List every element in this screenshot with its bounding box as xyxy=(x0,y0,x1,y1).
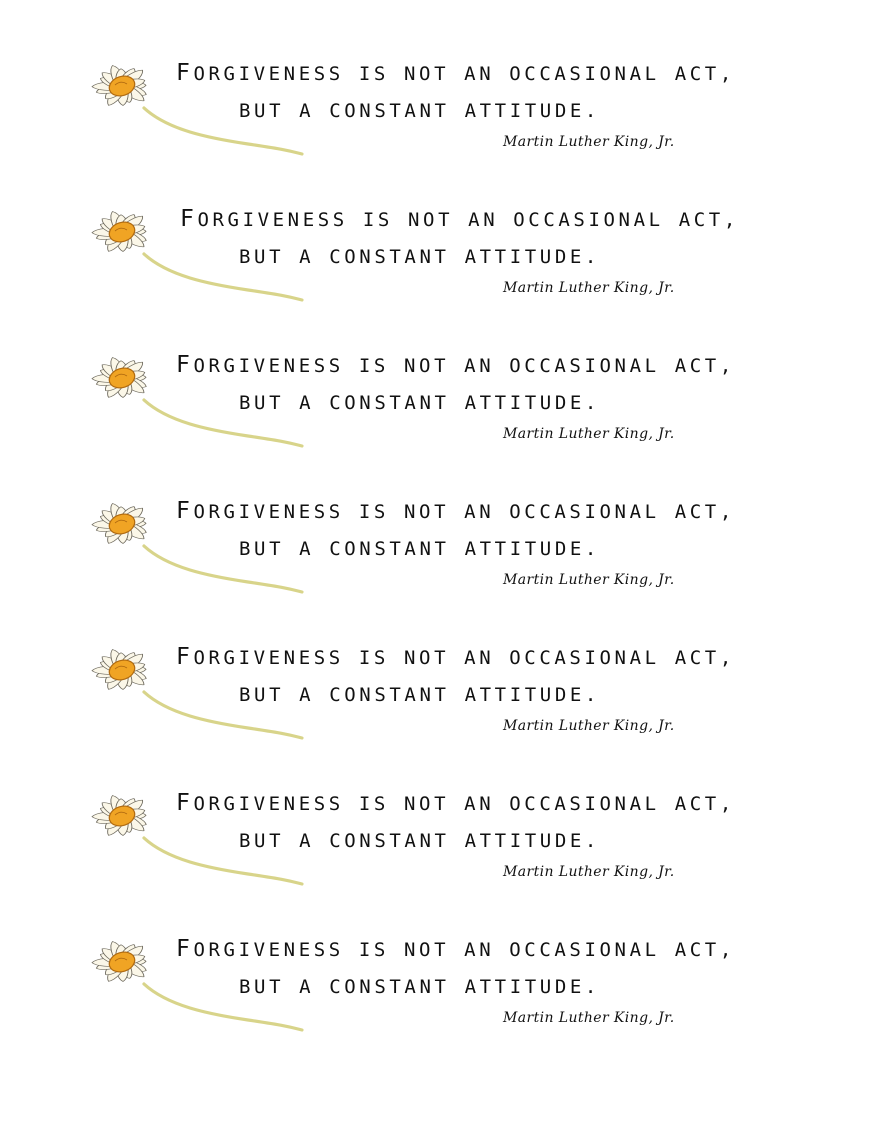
quote-block xyxy=(0,350,876,496)
attribution: Martin Luther King, Jr. xyxy=(503,864,675,880)
quote-line-1 xyxy=(176,60,735,86)
drop-cap: F xyxy=(176,644,194,670)
quote-line-1-rest: ORGIVENESS IS NOT AN OCCASIONAL ACT, xyxy=(193,647,735,669)
quote-line-1 xyxy=(176,790,735,816)
quote-line-2: BUT A CONSTANT ATTITUDE. xyxy=(239,976,600,998)
drop-cap: F xyxy=(176,936,194,962)
quote-line-1-rest: ORGIVENESS IS NOT AN OCCASIONAL ACT, xyxy=(193,501,735,523)
quote-block xyxy=(0,204,876,350)
quote-line-2: BUT A CONSTANT ATTITUDE. xyxy=(239,100,600,122)
drop-cap: F xyxy=(176,498,194,524)
quote-line-1 xyxy=(176,352,735,378)
quote-line-1 xyxy=(176,936,735,962)
attribution: Martin Luther King, Jr. xyxy=(503,134,675,150)
quote-line-2: BUT A CONSTANT ATTITUDE. xyxy=(239,684,600,706)
attribution: Martin Luther King, Jr. xyxy=(503,718,675,734)
quote-line-1-rest: ORGIVENESS IS NOT AN OCCASIONAL ACT, xyxy=(193,63,735,85)
drop-cap: F xyxy=(180,206,198,232)
quote-block xyxy=(0,934,876,1080)
attribution: Martin Luther King, Jr. xyxy=(503,280,675,296)
attribution: Martin Luther King, Jr. xyxy=(503,1010,675,1026)
drop-cap: F xyxy=(176,60,194,86)
quote-line-1-rest: ORGIVENESS IS NOT AN OCCASIONAL ACT, xyxy=(193,355,735,377)
quote-line-1 xyxy=(176,644,735,670)
attribution: Martin Luther King, Jr. xyxy=(503,426,675,442)
quote-block xyxy=(0,788,876,934)
quote-line-1-rest: ORGIVENESS IS NOT AN OCCASIONAL ACT, xyxy=(197,209,739,231)
quote-line-2: BUT A CONSTANT ATTITUDE. xyxy=(239,246,600,268)
quote-line-2: BUT A CONSTANT ATTITUDE. xyxy=(239,392,600,414)
quote-line-1-rest: ORGIVENESS IS NOT AN OCCASIONAL ACT, xyxy=(193,793,735,815)
quote-line-2: BUT A CONSTANT ATTITUDE. xyxy=(239,538,600,560)
quote-line-1 xyxy=(180,206,739,232)
attribution: Martin Luther King, Jr. xyxy=(503,572,675,588)
quote-block xyxy=(0,642,876,788)
drop-cap: F xyxy=(176,790,194,816)
drop-cap: F xyxy=(176,352,194,378)
quote-line-1 xyxy=(176,498,735,524)
quote-block xyxy=(0,496,876,642)
quote-line-1-rest: ORGIVENESS IS NOT AN OCCASIONAL ACT, xyxy=(193,939,735,961)
quote-line-2: BUT A CONSTANT ATTITUDE. xyxy=(239,830,600,852)
quote-block xyxy=(0,58,876,204)
